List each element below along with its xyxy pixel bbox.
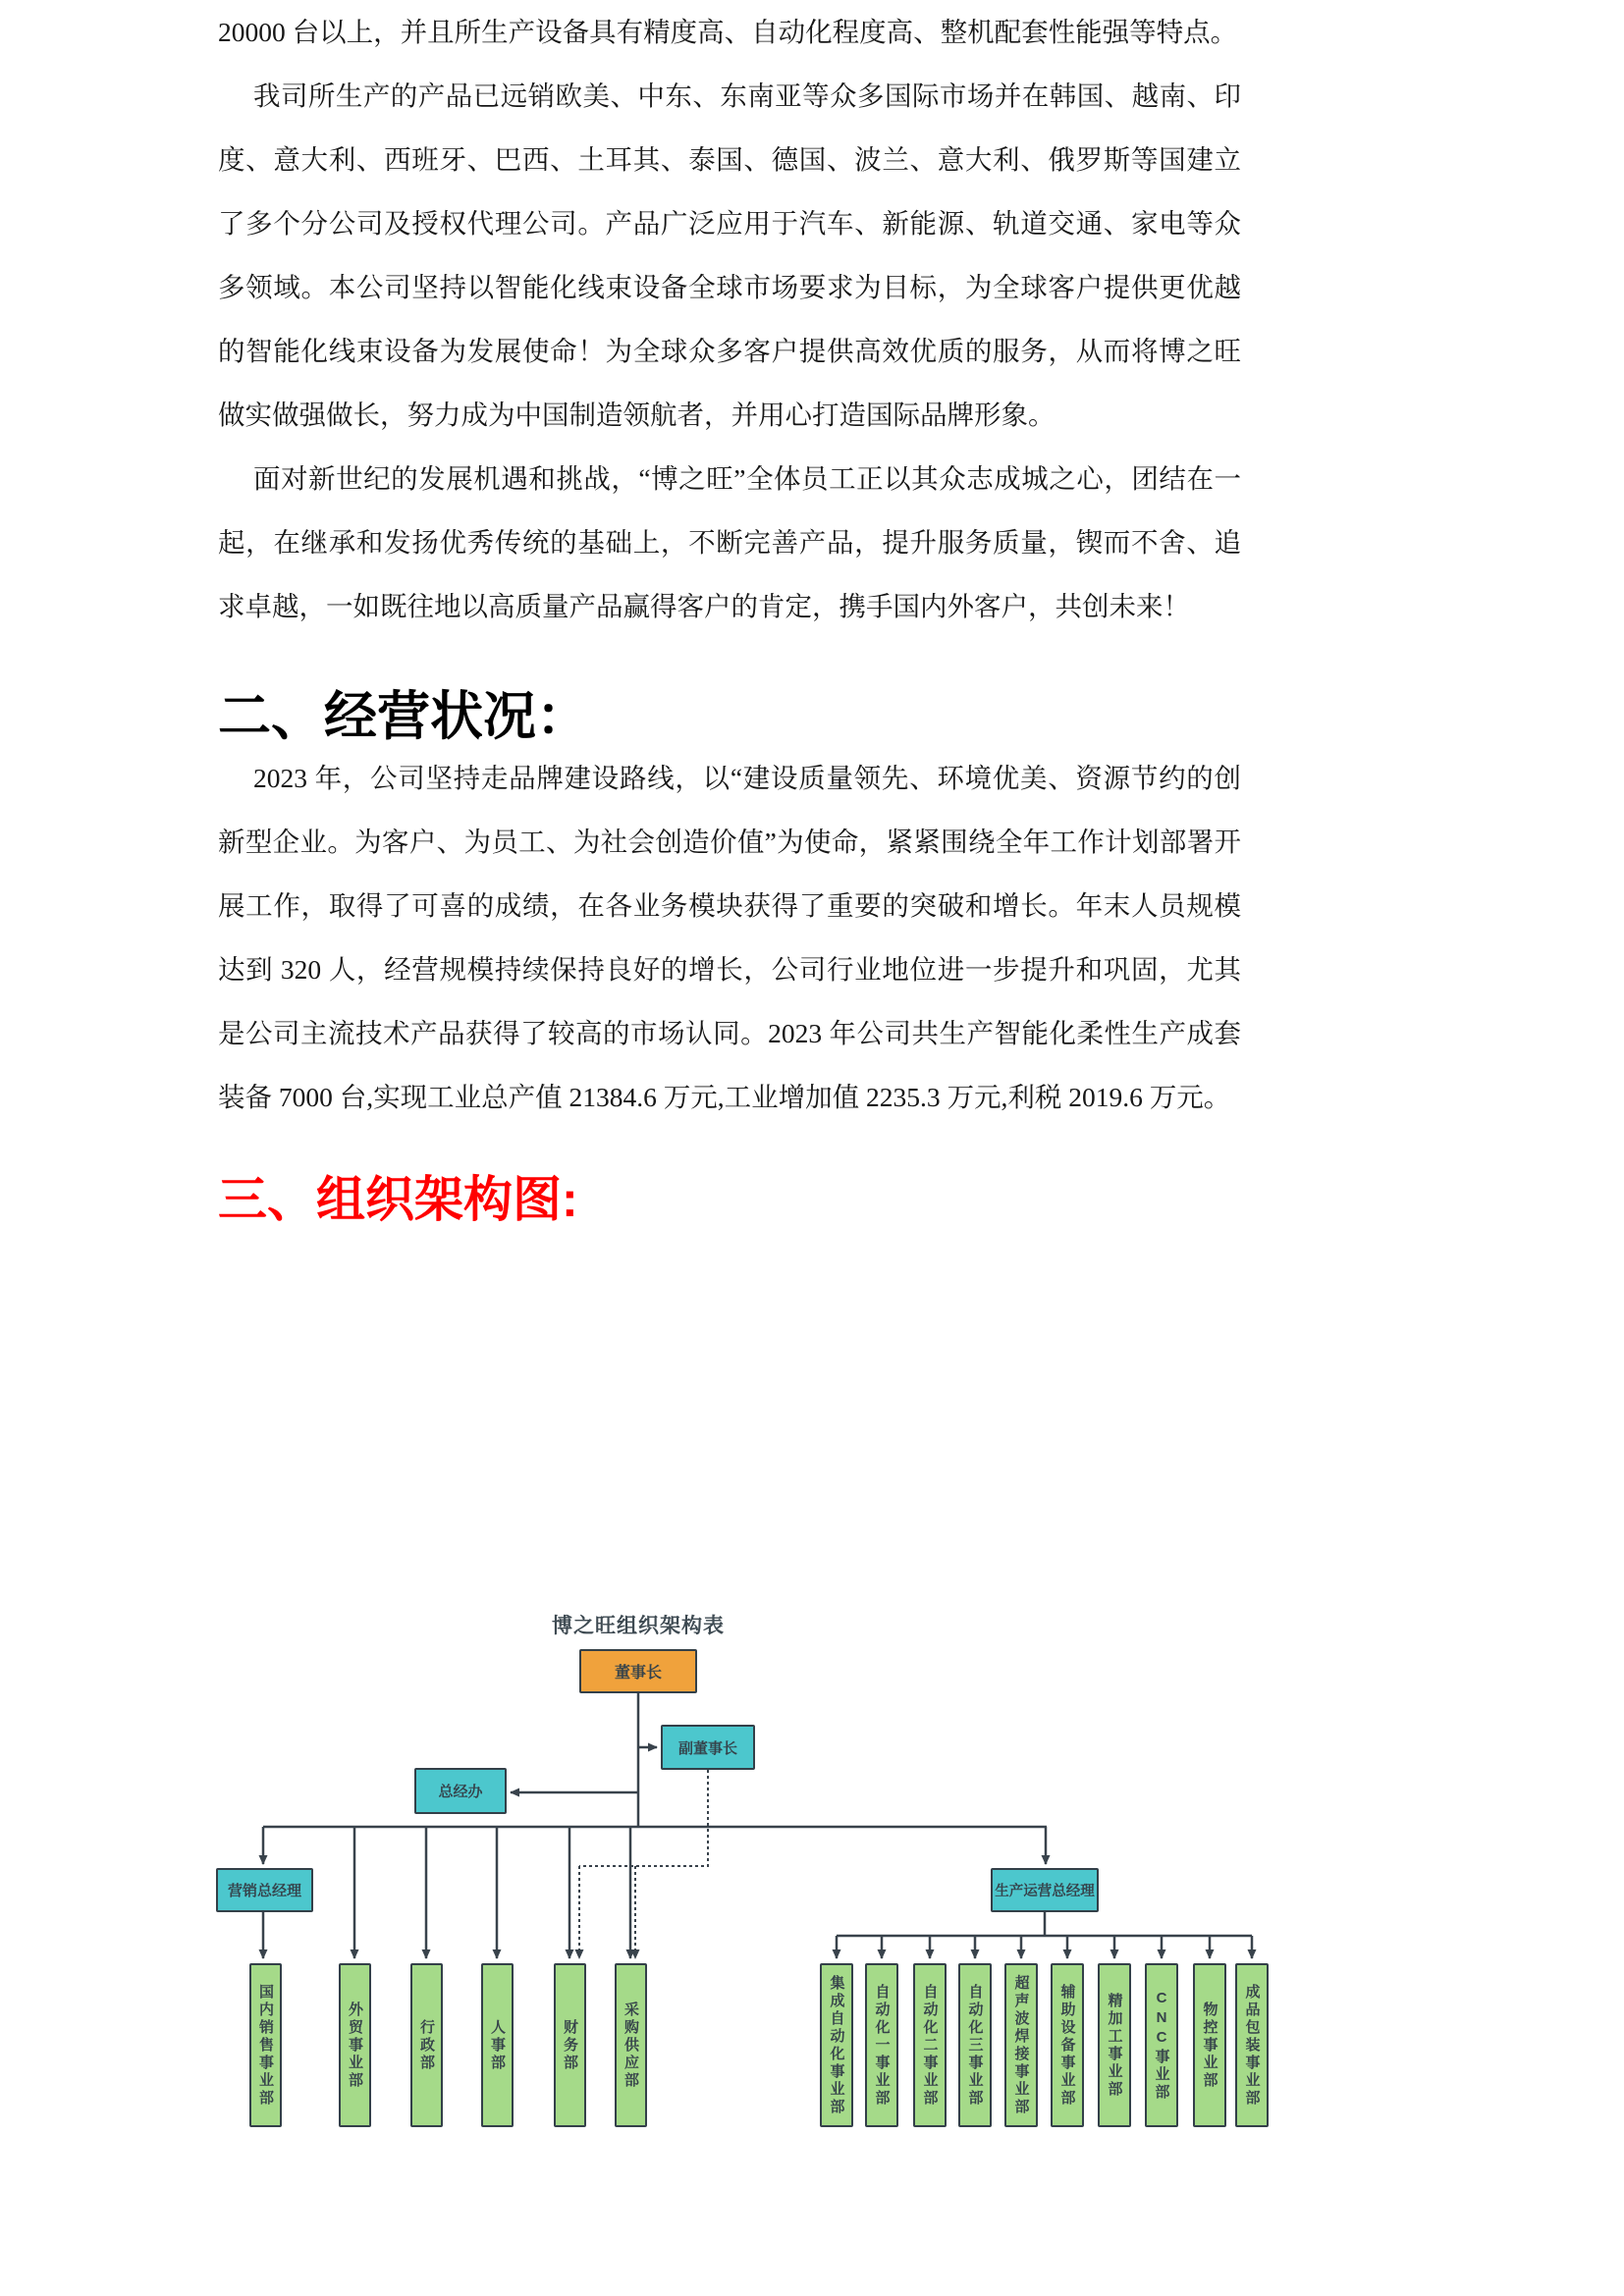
org-node-label: 总经办 — [438, 1784, 483, 1800]
org-node-label: 董事长 — [614, 1665, 662, 1682]
org-dept-automation-2 — [913, 1963, 947, 2127]
org-dept-label: 行政部 — [418, 2018, 435, 2072]
org-dept-label: CNC事业部 — [1153, 1989, 1170, 2102]
org-dept-finished-packaging — [1235, 1963, 1269, 2127]
org-dept-procurement-supply — [615, 1963, 647, 2127]
org-dept-hr — [481, 1963, 514, 2127]
org-dept-label: 物控事业部 — [1201, 2001, 1218, 2090]
org-dept-label: 超声波焊接事业部 — [1012, 1974, 1030, 2116]
org-dept-label: 财务部 — [562, 2018, 578, 2072]
org-dept-label: 辅助设备事业部 — [1058, 1983, 1076, 2108]
org-node-chairman — [579, 1649, 697, 1693]
org-node-label: 副董事长 — [677, 1739, 737, 1757]
org-dept-automation-1 — [865, 1963, 898, 2127]
org-node-gm-office — [414, 1768, 507, 1814]
org-dept-label: 自动化一事业部 — [873, 1983, 891, 2108]
paragraph-global-markets: 我司所生产的产品已远销欧美、中东、东南亚等众多国际市场并在韩国、越南、印度、意大利、西班牙、巴西、土耳其、泰国、德国、波兰、意大利、俄罗斯等国建立了多个分公司及授权代理公司。产品广泛应用于汽车、新能源、轨道交通、家电等众多领域。本公司坚持以智能化线束设备全球市场要求为目标，为全球客户提供更优越的智能化线束设备为发展使命！为全球众多客户提供高效优质的服务，从而将博之旺做实做强做长，努力成为中国制造领航者，并用心打造国际品牌形象。 — [218, 80, 1241, 430]
org-dept-label: 外贸事业部 — [347, 2001, 363, 2090]
org-dept-label: 集成自动化事业部 — [828, 1974, 845, 2116]
org-dept-foreign-trade — [339, 1963, 371, 2127]
org-node-vice-chairman — [661, 1725, 755, 1770]
document-body — [218, 0, 1241, 1227]
section-heading-operations: 二、经营状况： — [218, 687, 589, 746]
org-dept-domestic-sales — [249, 1963, 282, 2127]
org-dept-integrated-automation — [820, 1963, 853, 2127]
org-dept-ultrasonic-welding — [1004, 1963, 1038, 2127]
org-dept-finance — [554, 1963, 586, 2127]
org-dept-label: 采购供应部 — [623, 2001, 639, 2090]
org-dept-material-control — [1193, 1963, 1226, 2127]
org-dept-label: 成品包装事业部 — [1243, 1983, 1261, 2108]
org-dept-precision-machining — [1098, 1963, 1131, 2127]
org-chart — [147, 1610, 1286, 2160]
section-heading-org-chart: 三、组织架构图: — [218, 1172, 578, 1227]
paragraph-equipment-features: 20000 台以上，并且所生产设备具有精度高、自动化程度高、整机配套性能强等特点。 — [218, 17, 1238, 47]
org-node-production-gm — [991, 1868, 1099, 1912]
org-dept-administration — [410, 1963, 443, 2127]
org-chart-title: 博之旺组织架构表 — [552, 1615, 725, 1637]
org-dept-auxiliary-equipment — [1051, 1963, 1084, 2127]
org-node-label: 营销总经理 — [227, 1883, 301, 1899]
org-dept-label: 自动化二事业部 — [921, 1983, 939, 2108]
org-dept-label: 精加工事业部 — [1106, 1992, 1123, 2099]
org-dept-label: 自动化三事业部 — [966, 1983, 984, 2108]
paragraph-2023-results: 2023 年，公司坚持走品牌建设路线，以“建设质量领先、环境优美、资源节约的创新型企业。为客户、为员工、为社会创造价值”为使命，紧紧围绕全年工作计划部署开展工作，取得了可喜的成绩，在各业务模块获得了重要的突破和增长。年末人员规模达到 320 人，经营规模持续保持良好的增长，公司行业地位进一步提升和巩固，尤其是公司主流技术产品获得了较高的市场认同。2023 年公司共生产智能化柔性生产成套装备 7000 台,实现工业总产值 21384.6 万元,工业增加值 2235.3 万元,利税 2019.6 万元。 — [218, 763, 1241, 1112]
org-dept-cnc — [1145, 1963, 1178, 2127]
org-node-label: 生产运营总经理 — [995, 1884, 1095, 1899]
org-node-marketing-gm — [216, 1868, 313, 1912]
org-dept-label: 国内销售事业部 — [257, 1983, 274, 2108]
org-dept-label: 人事部 — [489, 2018, 506, 2072]
org-dept-automation-3 — [958, 1963, 992, 2127]
paragraph-new-century: 面对新世纪的发展机遇和挑战，“博之旺”全体员工正以其众志成城之心，团结在一起，在继承和发扬优秀传统的基础上，不断完善产品，提升服务质量，锲而不舍、追求卓越，一如既往地以高质量产品赢得客户的肯定，携手国内外客户，共创未来！ — [218, 463, 1241, 621]
